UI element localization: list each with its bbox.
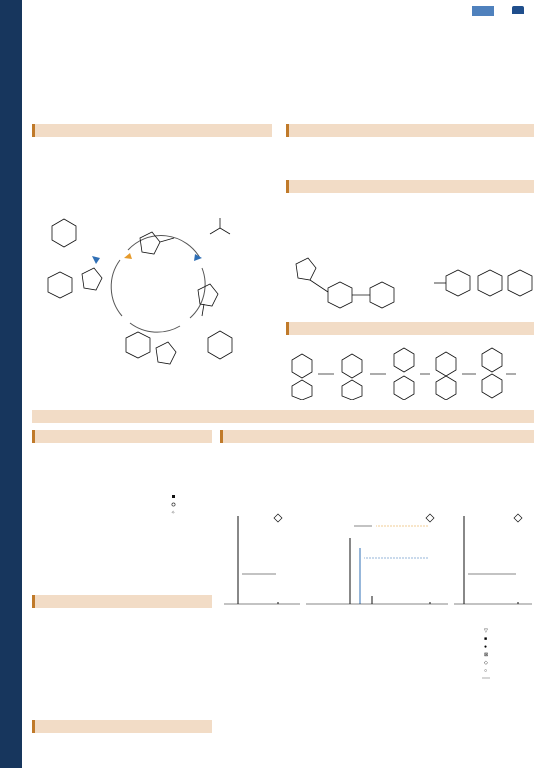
mechanism-scheme [30,198,275,398]
4br-phenyl-ring [446,270,470,296]
1br-proline-ring [296,258,316,280]
syn-ring-7 [436,352,456,376]
cycle-arc-3 [130,323,180,332]
r3-legend [482,628,490,678]
spectrum-2 [306,514,448,604]
enamine-structure [198,284,218,316]
logo-bonn-text [472,6,494,16]
spectrum-2-precursor-marker [426,514,434,522]
spectrum-3-precursor-marker [514,514,522,522]
r1-chart [32,485,214,585]
arrow-head-orange [124,253,132,259]
r3-legend-marker-II1: ◇ [484,660,488,666]
cycle-arc-1 [128,236,200,258]
syn-ring-9 [482,348,502,372]
catalytic-cycle [111,236,205,333]
intermediate-II-structure [126,332,176,364]
1br-o-linker [310,280,328,292]
bicyclic-ring [126,332,150,358]
spectrum-1-precursor-marker [274,514,282,522]
tetrazine-structure [208,331,232,359]
r1-legend-marker-III3: ✧ [171,510,176,516]
proline-ring-III [82,268,102,290]
spectrum-3 [454,514,532,604]
section-title-charge-tagging [286,180,534,193]
proline-1br-structure [296,258,394,308]
charge-tag-structures [288,252,534,322]
section-title-synthesis [286,322,534,335]
1br-pyridinium-ring [370,282,394,308]
syn-ring-4 [342,380,362,400]
cycle-arrows [92,253,202,264]
section-title-r1 [32,430,212,443]
r3-chart [220,620,534,718]
syn-ring-6 [394,376,414,400]
cid-spectra [220,478,534,618]
dihydropyridazine-ring [48,272,72,298]
syn-ring-5 [394,348,414,372]
proline-ring-II [156,342,176,364]
chemie-logo-icon [512,6,524,14]
intermediate-III-structure [48,268,102,298]
section-title-diels-alder [32,124,272,137]
pyridazine-ring [52,219,76,247]
section-title-esi [32,410,534,423]
1br-phenyl-ring [328,282,352,308]
syn-ring-3 [342,354,362,378]
4br-phenyl-ring-2 [508,270,532,296]
proline-cooh-bond [160,238,174,242]
enamine-bond [202,304,204,316]
r1-legend [171,495,175,516]
syn-ring-8 [436,376,456,400]
acetone-structure [210,218,230,234]
acetone-skeleton [210,228,230,234]
r1-legend-marker-2 [172,495,175,498]
syn-ring-1 [292,354,312,378]
r1-legend-marker-3 [172,503,175,506]
chemie-logo [500,6,536,26]
university-logo [420,6,536,28]
r3-legend-marker-1: ▽ [484,628,488,634]
4br-tetrazine-ring [478,270,502,296]
sidebar-band [0,0,22,768]
section-title-conclusion [286,124,534,137]
section-title-r3 [220,430,534,443]
section-title-r2 [32,595,212,608]
tetrazine-4br-structure [434,270,532,296]
r3-legend-marker-III1: ○ [484,668,488,674]
cycle-arc-4 [111,260,122,316]
syn-ring-2 [292,380,312,400]
section-title-references [32,720,212,733]
r2-chart [32,635,214,717]
spectrum-1 [224,514,300,604]
r3-legend-marker-2: ■ [484,636,488,642]
tetrazine-ring [208,331,232,359]
syn-ring-10 [482,374,502,398]
pyridazine-structure [52,219,76,247]
arrow-head-blue-2 [92,256,100,264]
synthesis-scheme [286,340,534,400]
r3-legend-marker-I1: ⊠ [484,652,489,658]
r3-legend-marker-3: ● [484,644,488,650]
